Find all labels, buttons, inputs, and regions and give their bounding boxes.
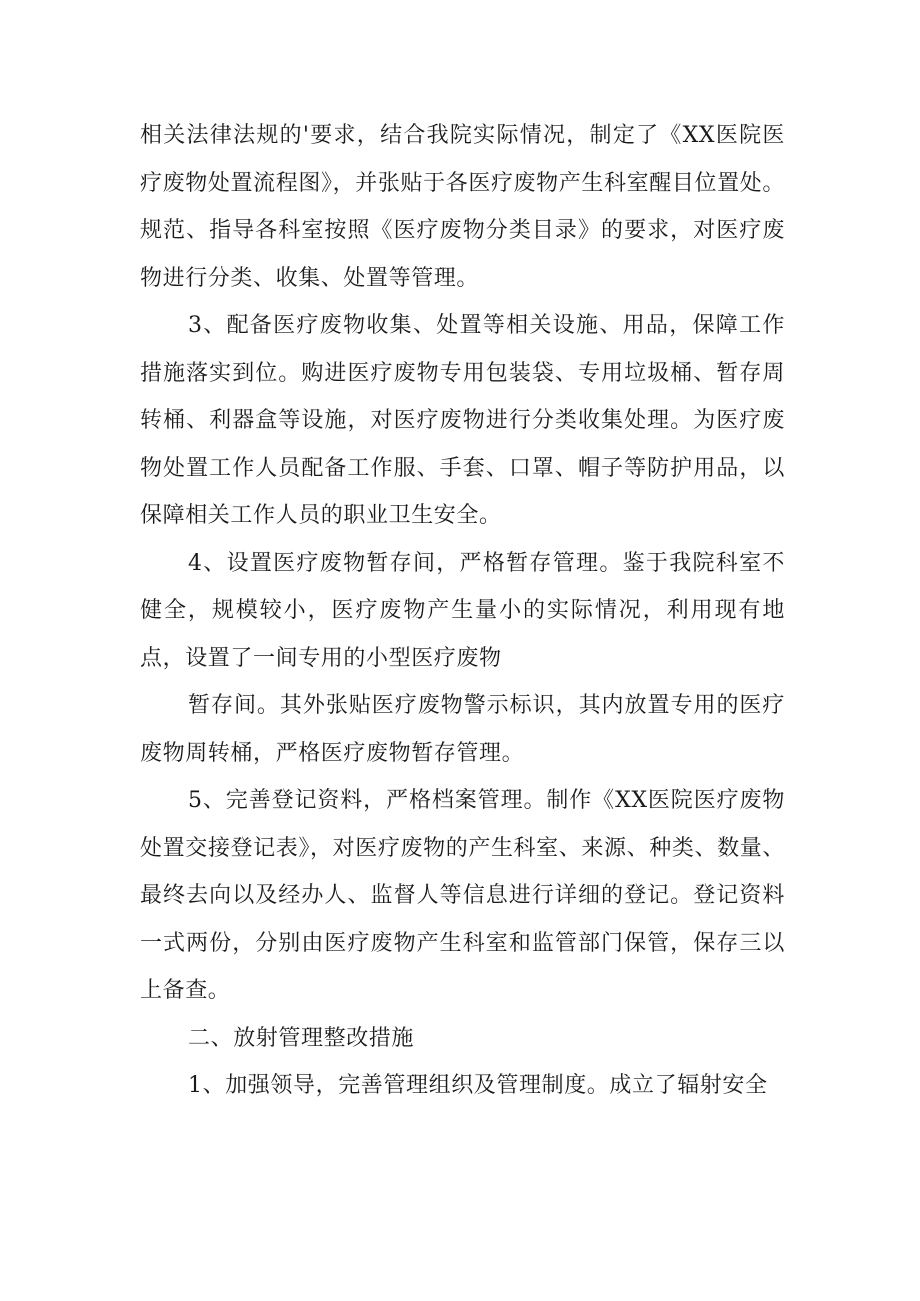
section-heading: 二、放射管理整改措施: [188, 1025, 415, 1051]
paragraph-2: 3、配备医疗废物收集、处置等相关设施、用品，保障工作措施落实到位。购进医疗废物专用包装袋、专用垃圾桶、暂存周转桶、利器盒等设施，对医疗废物进行分类收集处理。为医疗废物处置工作人员配备工作服、手套、口罩、帽子等防护用品，以保障相关工作人员的职业卫生安全。: [140, 313, 785, 528]
document-page: [140, 112, 785, 1110]
paragraph-4: 暂存间。其外张贴医疗废物警示标识，其内放置专用的医疗废物周转桶，严格医疗废物暂存管理。: [140, 693, 785, 766]
paragraph-3: 4、设置医疗废物暂存间，严格暂存管理。鉴于我院科室不健全，规模较小，医疗废物产生量小的实际情况，利用现有地点，设置了一间专用的小型医疗废物: [140, 550, 785, 671]
paragraph-6: 1、加强领导，完善管理组织及管理制度。成立了辐射安全: [188, 1073, 768, 1098]
paragraph-1: 相关法律法规的'要求，结合我院实际情况，制定了《XX医院医疗废物处置流程图》，并张贴于各医疗废物产生科室醒目位置处。规范、指导各科室按照《医疗废物分类目录》的要求，对医疗废物进行分类、收集、处置等管理。: [140, 123, 785, 291]
paragraph-5: 5、完善登记资料，严格档案管理。制作《XX医院医疗废物处置交接登记表》，对医疗废物的产生科室、来源、种类、数量、最终去向以及经办人、监督人等信息进行详细的登记。登记资料一式两份，分别由医疗废物产生科室和监管部门保管，保存三以上备查。: [140, 788, 785, 1003]
